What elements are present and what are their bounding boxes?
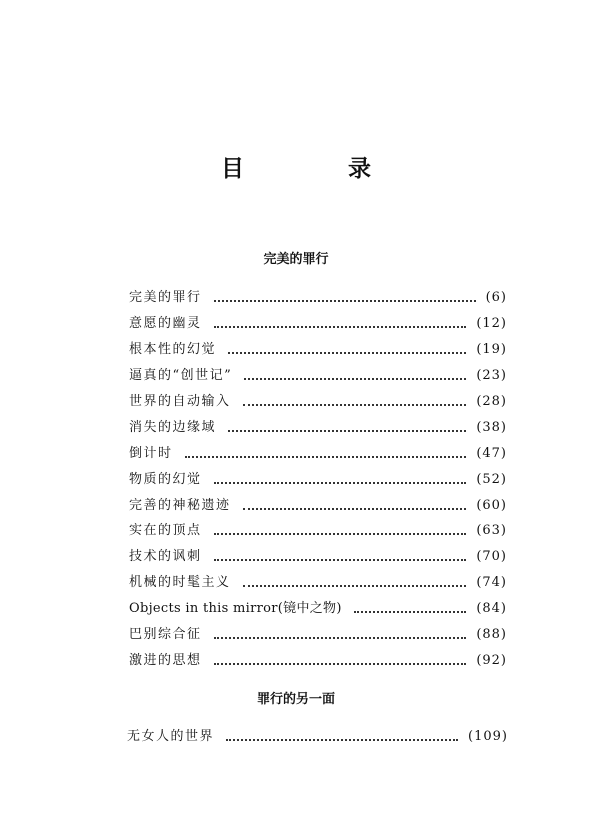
toc-entry-page: (38) xyxy=(476,420,507,435)
dot-leader xyxy=(354,611,467,613)
page-title: 目 录 xyxy=(220,156,419,182)
toc-entry[interactable] xyxy=(129,621,507,643)
dot-leader xyxy=(228,430,466,432)
toc-entry-page: (12) xyxy=(476,316,507,331)
toc-entry[interactable] xyxy=(129,362,507,384)
toc-entry[interactable] xyxy=(129,569,507,591)
toc-entry[interactable] xyxy=(129,543,507,565)
toc-entry[interactable] xyxy=(129,310,507,332)
toc-entry[interactable] xyxy=(127,723,508,745)
toc-entry[interactable] xyxy=(129,284,507,306)
toc-entry-page: (92) xyxy=(476,653,507,668)
toc-entry-page: (28) xyxy=(476,394,507,409)
dot-leader xyxy=(228,352,466,354)
toc-entry-title: 物质的幻觉 xyxy=(129,472,202,487)
toc-entry-title: 激进的思想 xyxy=(129,653,202,668)
toc-entry[interactable] xyxy=(129,492,507,514)
toc-entry-page: (84) xyxy=(476,601,507,616)
toc-entry-page: (6) xyxy=(485,290,507,305)
toc-entry-page: (70) xyxy=(476,549,507,564)
toc-entry-page: (23) xyxy=(476,368,507,383)
toc-entry-title: 无女人的世界 xyxy=(127,729,215,744)
toc-entry-title: 根本性的幻觉 xyxy=(129,342,217,357)
toc-entry[interactable] xyxy=(129,595,507,617)
dot-leader xyxy=(243,585,467,587)
toc-entry[interactable] xyxy=(129,414,507,436)
toc-entry-title: 实在的顶点 xyxy=(129,523,202,538)
toc-entry[interactable] xyxy=(129,647,507,669)
dot-leader xyxy=(214,533,467,535)
toc-entry-page: (19) xyxy=(476,342,507,357)
dot-leader xyxy=(244,378,466,380)
dot-leader xyxy=(214,482,467,484)
toc-entry-page: (74) xyxy=(476,575,507,590)
dot-leader xyxy=(214,326,467,328)
toc-entry[interactable] xyxy=(129,388,507,410)
toc-entry-title: 机械的时髦主义 xyxy=(129,575,231,590)
toc-entry-page: (52) xyxy=(476,472,507,487)
section-heading-perfect-crime: 完美的罪行 xyxy=(263,252,329,267)
toc-entry-title: 倒计时 xyxy=(129,446,173,461)
dot-leader xyxy=(243,508,467,510)
toc-entry[interactable] xyxy=(129,466,507,488)
toc-entry-page: (47) xyxy=(476,446,507,461)
toc-entry[interactable] xyxy=(129,336,507,358)
toc-entry-title: 消失的边缘域 xyxy=(129,420,217,435)
toc-entry-page: (109) xyxy=(468,729,508,744)
dot-leader xyxy=(226,739,458,741)
dot-leader xyxy=(243,404,467,406)
dot-leader xyxy=(214,300,476,302)
toc-entry-page: (60) xyxy=(476,498,507,513)
toc-entry-title: 世界的自动输入 xyxy=(129,394,231,409)
toc-entry-title: 完美的罪行 xyxy=(129,290,202,305)
toc-entry-page: (88) xyxy=(476,627,507,642)
section-heading-other-side: 罪行的另一面 xyxy=(256,692,335,707)
dot-leader xyxy=(185,456,467,458)
toc-entry-title: Objects in this mirror(镜中之物) xyxy=(129,601,342,616)
dot-leader xyxy=(214,559,467,561)
toc-entry-title: 意愿的幽灵 xyxy=(129,316,202,331)
toc-entry-title: 巴别综合征 xyxy=(129,627,202,642)
toc-entry-title: 技术的讽刺 xyxy=(129,549,202,564)
toc-entry-page: (63) xyxy=(476,523,507,538)
toc-entry-title: 完善的神秘遗迹 xyxy=(129,498,231,513)
toc-entry[interactable] xyxy=(129,440,507,462)
dot-leader xyxy=(214,637,467,639)
dot-leader xyxy=(214,663,467,665)
toc-entry-title: 逼真的“创世记” xyxy=(129,368,233,383)
toc-entry[interactable] xyxy=(129,517,507,539)
